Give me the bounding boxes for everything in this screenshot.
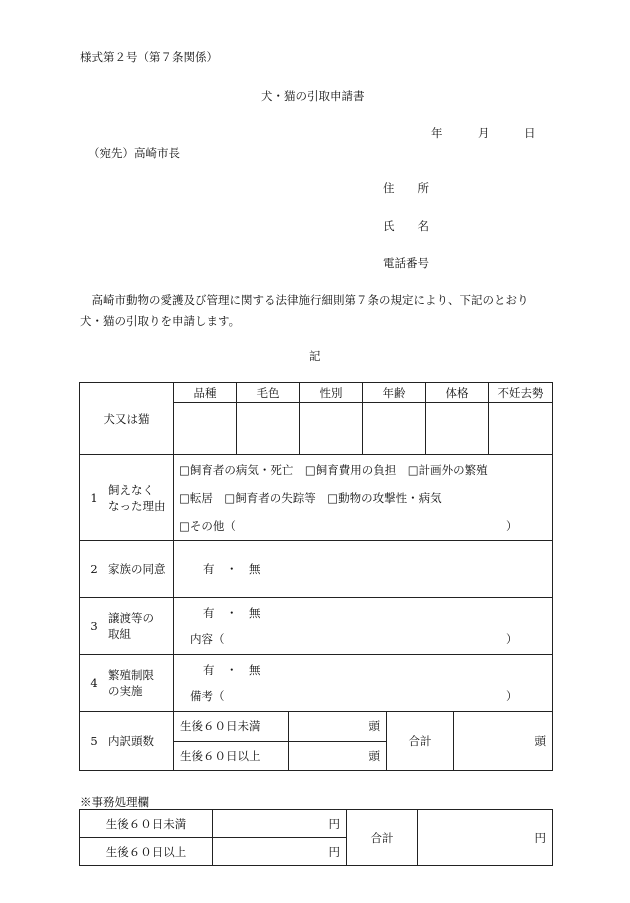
date-month-label: 月	[478, 126, 490, 140]
breeding-limit-note-close: ）	[506, 689, 518, 703]
reason-options-line2[interactable]: □転居 □飼育者の失踪等 □動物の攻撃性・病気	[179, 490, 442, 505]
row-number: 5	[90, 733, 98, 748]
breed-input-cell[interactable]	[174, 403, 237, 455]
body-paragraph-line1: 高崎市動物の愛護及び管理に関する法律施行細則第７条の規定により、下記のとおり	[80, 293, 529, 307]
animal-type-label: 犬又は猫	[80, 383, 174, 455]
count-label-cell	[80, 712, 174, 770]
row-number: 1	[90, 490, 98, 505]
transfer-content-close: ）	[506, 632, 518, 646]
office-use-table	[79, 809, 553, 866]
office-under60-label: 生後６０日未満	[80, 810, 213, 838]
date-day-label: 日	[524, 126, 536, 140]
over60-label: 生後６０日以上	[174, 741, 289, 770]
count-breakdown-table	[79, 712, 553, 771]
sex-input-cell[interactable]	[300, 403, 363, 455]
office-total-label: 合計	[347, 810, 418, 866]
form-number: 様式第２号（第７条関係）	[80, 50, 218, 64]
under60-head-count[interactable]: 頭	[289, 712, 387, 741]
transfer-label-cell	[80, 598, 174, 655]
row-number: 4	[90, 676, 98, 690]
neutered-input-cell[interactable]	[489, 403, 553, 455]
count-total-value[interactable]: 頭	[454, 712, 553, 770]
under60-label: 生後６０日未満	[174, 712, 289, 741]
reason-label-line1: 飼えなく	[108, 482, 154, 497]
office-over60-fee[interactable]: 円	[213, 838, 347, 866]
col-header: 体格	[426, 383, 489, 403]
reason-other-close: ）	[506, 518, 518, 533]
reason-options-cell[interactable]	[174, 455, 553, 541]
breeding-limit-label-cell	[80, 655, 174, 712]
office-over60-label: 生後６０日以上	[80, 838, 213, 866]
body-paragraph-line2: 犬・猫の引取りを申請します。	[80, 314, 241, 328]
reason-other-label[interactable]: □その他（	[179, 518, 236, 533]
ki-label: 記	[309, 349, 321, 363]
col-header: 品種	[174, 383, 237, 403]
transfer-label-line1: 譲渡等の	[108, 611, 154, 625]
row-number: 2	[90, 562, 98, 576]
family-consent-yes-no[interactable]: 有 ・ 無	[174, 541, 553, 598]
transfer-content-cell[interactable]	[174, 598, 553, 655]
count-total-label: 合計	[387, 712, 454, 770]
office-under60-fee[interactable]: 円	[213, 810, 347, 838]
breeding-limit-label-line2: の実施	[108, 684, 143, 698]
col-header: 年齢	[363, 383, 426, 403]
office-use-heading: ※事務処理欄	[80, 795, 149, 809]
count-label: 内訳頭数	[108, 733, 154, 748]
reason-options-line1[interactable]: □飼育者の病気・死亡 □飼育費用の負担 □計画外の繁殖	[179, 462, 488, 477]
breeding-limit-note-label: 備考（	[190, 689, 225, 703]
transfer-label-line2: 取組	[108, 627, 131, 641]
build-input-cell[interactable]	[426, 403, 489, 455]
transfer-yes-no[interactable]: 有 ・ 無	[203, 606, 261, 620]
phone-label: 電話番号	[383, 256, 429, 270]
reason-label-line2: なった理由	[108, 498, 166, 513]
family-consent-label-cell	[80, 541, 174, 598]
over60-head-count[interactable]: 頭	[289, 741, 387, 770]
date-year-label: 年	[431, 126, 443, 140]
addressee: （宛先）高崎市長	[88, 146, 180, 160]
row-number: 3	[90, 619, 98, 633]
col-header: 毛色	[237, 383, 300, 403]
document-title: 犬・猫の引取申請書	[261, 89, 365, 103]
col-header: 性別	[300, 383, 363, 403]
reason-label-cell	[80, 455, 174, 541]
name-label: 氏 名	[383, 219, 429, 233]
breeding-limit-label-line1: 繁殖制限	[108, 668, 154, 682]
transfer-content-label: 内容（	[190, 632, 225, 646]
age-input-cell[interactable]	[363, 403, 426, 455]
breeding-limit-yes-no[interactable]: 有 ・ 無	[203, 663, 261, 677]
breeding-limit-content-cell[interactable]	[174, 655, 553, 712]
col-header: 不妊去勢	[489, 383, 553, 403]
office-total-fee[interactable]: 円	[418, 810, 553, 866]
address-label: 住 所	[383, 181, 429, 195]
coat-color-input-cell[interactable]	[237, 403, 300, 455]
family-consent-label: 家族の同意	[108, 562, 166, 576]
application-table	[79, 382, 553, 712]
